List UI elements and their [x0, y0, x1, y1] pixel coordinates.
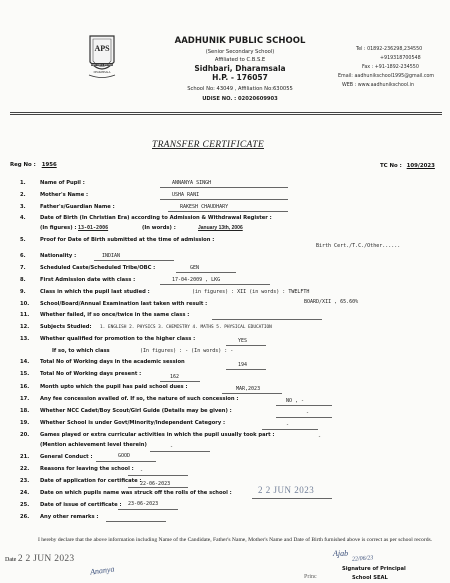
dob-words-label: (In words) :	[142, 225, 176, 231]
logo-motto: JANKARI GYAN & ANUSHASAN	[88, 64, 116, 67]
field-label: Date on which pupils name was struck off the rolls of the school :	[40, 490, 232, 496]
declaration-text: I hereby declare that the above information including Name of the Candidate, Father's Name, Mother's Name and Date of Birth furnished above is correct as per school records.	[38, 537, 433, 543]
field-label: Date of Birth (In Christian Era) according to Admission & Withdrawal Register :	[40, 215, 272, 221]
field-underline	[262, 429, 318, 430]
field-label: Whether NCC Cadet/Boy Scout/Girl Guide (Details may be given) :	[40, 408, 232, 414]
field-row	[0, 179, 450, 189]
field-row	[0, 383, 450, 393]
field-number: 25.	[20, 502, 30, 508]
field-number: 12.	[20, 324, 30, 330]
field-row	[0, 311, 450, 321]
field-value: MAR,2023	[236, 386, 261, 392]
field-label: Date of issue of certificate :	[40, 502, 122, 508]
field-number: 11.	[20, 312, 30, 318]
dob-figures-value: 13-01-2006	[78, 225, 109, 231]
field-underline	[176, 272, 236, 273]
field-underline	[118, 509, 178, 510]
logo-place: DHARAMSALA	[93, 71, 111, 74]
field-number: 14.	[20, 359, 30, 365]
header-divider-2	[10, 114, 442, 115]
field-value: YES	[238, 338, 248, 344]
field-row	[0, 370, 450, 380]
field-label: Nationality :	[40, 253, 77, 259]
field-row	[0, 419, 450, 429]
field-row	[0, 358, 450, 368]
footer-date	[5, 554, 74, 564]
school-place: Sidhbari, Dharamsala	[194, 64, 286, 73]
field-row	[0, 395, 450, 405]
field-row	[0, 477, 450, 487]
field-number: 2.	[20, 192, 26, 198]
school-seal-label: School SEAL	[352, 575, 388, 581]
field-label: Father's/Guardian Name :	[40, 204, 115, 210]
field-value: 162	[170, 374, 180, 380]
field-value: 22-06-2023	[140, 481, 171, 487]
tc-label: TC No :	[380, 163, 402, 169]
field-underline	[150, 451, 210, 452]
field-number: 26.	[20, 514, 30, 520]
reg-number	[10, 162, 57, 168]
field-underline	[226, 345, 266, 346]
field-value: RAKESH CHAUDHARY	[180, 204, 229, 210]
field-number: 19.	[20, 420, 30, 426]
school-affiliation: Affiliated to C.B.S.E	[214, 57, 266, 63]
field-underline	[212, 319, 322, 320]
school-subtitle: (Senior Secondary School)	[205, 49, 275, 55]
school-fax: Fax : +91-1892-234550	[362, 65, 419, 70]
field-label: Total No of Working days in the academic session	[40, 359, 185, 365]
field-value: -	[170, 444, 174, 450]
field-value: GEN	[190, 265, 200, 271]
struck-off-date-stamp: 2 2 JUN 2023	[258, 485, 315, 495]
udise-number: UDISE NO. : 02020609903	[202, 96, 278, 102]
field-number: 22.	[20, 466, 30, 472]
field-underline	[222, 393, 282, 394]
field-label: Any other remarks :	[40, 514, 99, 520]
field-label: If so, to which class	[52, 348, 110, 354]
field-label: Class in which the pupil last studied :	[40, 289, 150, 295]
field-label: Any fee concession availed of. If so, the nature of such concession :	[40, 396, 239, 402]
field-number: 16.	[20, 384, 30, 390]
footer-date-label: Date	[5, 557, 17, 563]
field-row	[0, 276, 450, 286]
field-underline	[160, 199, 288, 200]
field-label: Date of application for certificate :	[40, 478, 142, 484]
field-label: Total No of Working days present :	[40, 371, 142, 377]
field-number: 17.	[20, 396, 30, 402]
field-value: NO , -	[286, 398, 305, 404]
certificate-title: TRANSFER CERTIFICATE	[152, 140, 264, 150]
field-row	[0, 407, 450, 417]
principal-stamp: Princ	[304, 574, 317, 580]
field-value: 194	[238, 362, 248, 368]
reg-label: Reg No :	[10, 162, 36, 168]
field-row	[0, 453, 450, 463]
field-label: General Conduct :	[40, 454, 93, 460]
field-number: 18.	[20, 408, 30, 414]
field-row	[0, 264, 450, 274]
field-number: 13.	[20, 336, 30, 342]
field-row	[0, 252, 450, 262]
field-value: ANNANYA SINGH	[172, 180, 212, 186]
field-value: -	[306, 410, 310, 416]
field-label: Mother's Name :	[40, 192, 89, 198]
field-label: Whether failed, if so once/twice in the same class :	[40, 312, 190, 318]
field-underline	[276, 417, 332, 418]
field-label: (Mention achievement level therein)	[40, 442, 147, 448]
school-pin: H.P. - 176057	[212, 73, 268, 82]
field-value: BOARD/XII , 65.60%	[304, 299, 359, 305]
field-label: Scheduled Caste/Scheduled Tribe/OBC :	[40, 265, 156, 271]
field-label: First Admission date with class :	[40, 277, 136, 283]
principal-signature-label: Signature of Principal	[342, 566, 406, 572]
field-value: USHA RANI	[172, 192, 200, 198]
field-underline	[96, 461, 156, 462]
logo-text: APS	[94, 44, 110, 53]
field-value: GOOD	[118, 453, 131, 459]
field-number: 21.	[20, 454, 30, 460]
field-label: Reasons for leaving the school :	[40, 466, 134, 472]
field-underline	[94, 260, 174, 261]
field-label: Subjects Studied:	[40, 324, 92, 330]
field-number: 9.	[20, 289, 26, 295]
field-underline	[106, 521, 166, 522]
school-email: Email: aadhunikschool1995@gmail.com	[338, 74, 435, 79]
pupil-signature: Ananya	[89, 564, 115, 577]
reg-value: 1956	[41, 162, 57, 168]
field-row	[0, 501, 450, 511]
field-row	[0, 485, 450, 499]
field-label: Month upto which the pupil has paid school dues :	[40, 384, 188, 390]
field-row	[0, 347, 450, 357]
tc-number	[380, 163, 435, 169]
field-row	[0, 288, 450, 298]
field-label: School/Board/Annual Examination last taken with result :	[40, 301, 208, 307]
field-row	[0, 203, 450, 213]
field-underline	[168, 211, 288, 212]
principal-signature-date: 22/06/23	[351, 555, 374, 563]
field-number: 20.	[20, 432, 30, 438]
field-value: -	[286, 422, 290, 428]
field-row	[0, 300, 450, 310]
field-row	[0, 465, 450, 475]
field-row	[0, 335, 450, 345]
field-underline	[128, 487, 188, 488]
school-name: AADHUNIK PUBLIC SCHOOL	[174, 36, 306, 46]
field-underline	[252, 498, 332, 499]
field-number: 15.	[20, 371, 30, 377]
field-number: 24.	[20, 490, 30, 496]
field-row	[0, 236, 450, 249]
field-label: Proof for Date of Birth submitted at the time of admission :	[40, 237, 215, 243]
field-underline	[160, 381, 200, 382]
dob-words-value: January 13th, 2006	[198, 225, 243, 231]
field-number: 6.	[20, 253, 26, 259]
field-underline	[276, 405, 332, 406]
field-number: 8.	[20, 277, 26, 283]
field-number: 1.	[20, 180, 26, 186]
field-value: (In figures) : - (In words) : -	[140, 348, 234, 354]
field-number: 10.	[20, 301, 30, 307]
field-row	[0, 441, 450, 451]
field-value: 23-06-2023	[128, 501, 159, 507]
field-label: Name of Pupil :	[40, 180, 85, 186]
tc-value: 109/2023	[406, 163, 435, 169]
school-number: School No: 43049 , Affiliation No:630055	[187, 86, 293, 92]
field-number: 3.	[20, 204, 26, 210]
footer-date-stamp: 2 2 JUN 2023	[17, 554, 75, 564]
field-label: Games played or extra curricular activities in which the pupil usually took part :	[40, 432, 275, 438]
field-number: 23.	[20, 478, 30, 484]
field-number: 4.	[20, 215, 26, 221]
field-underline	[160, 187, 288, 188]
principal-signature: Ajab	[333, 549, 349, 558]
header-divider	[10, 112, 442, 113]
field-row	[0, 513, 450, 523]
field-number: 5.	[20, 237, 26, 243]
field-row	[0, 431, 450, 441]
field-value: (in figures) : XII (in words) : TWELFTH	[192, 289, 310, 295]
field-value: Birth Cert./T.C./Other......	[316, 243, 401, 249]
field-underline	[160, 284, 270, 285]
field-row	[0, 323, 450, 333]
field-value: -	[140, 468, 144, 474]
school-web: WEB : www.aadhunikschool.in	[342, 83, 415, 88]
field-row	[0, 191, 450, 201]
school-tel: Tel : 01892-236298,234550	[356, 47, 423, 52]
field-value: -	[318, 434, 322, 440]
field-label: Whether School is under Govt/Minority/Independent Category :	[40, 420, 226, 426]
field-row	[0, 214, 450, 224]
field-value: INDIAN	[102, 253, 121, 259]
field-value: 17-04-2009 , LKG	[172, 277, 221, 283]
field-value: 1. ENGLISH 2. PHYSICS 3. CHEMISTRY 4. MATHS 5. PHYSICAL EDUCATION	[100, 325, 272, 330]
field-underline	[128, 475, 188, 476]
field-number: 7.	[20, 265, 26, 271]
school-logo-icon	[87, 32, 117, 82]
dob-figures-label: (In figures) :	[40, 225, 77, 231]
school-mobile: +919318700548	[380, 56, 421, 61]
field-label: Whether qualified for promotion to the higher class :	[40, 336, 196, 342]
dob-row	[0, 224, 450, 234]
